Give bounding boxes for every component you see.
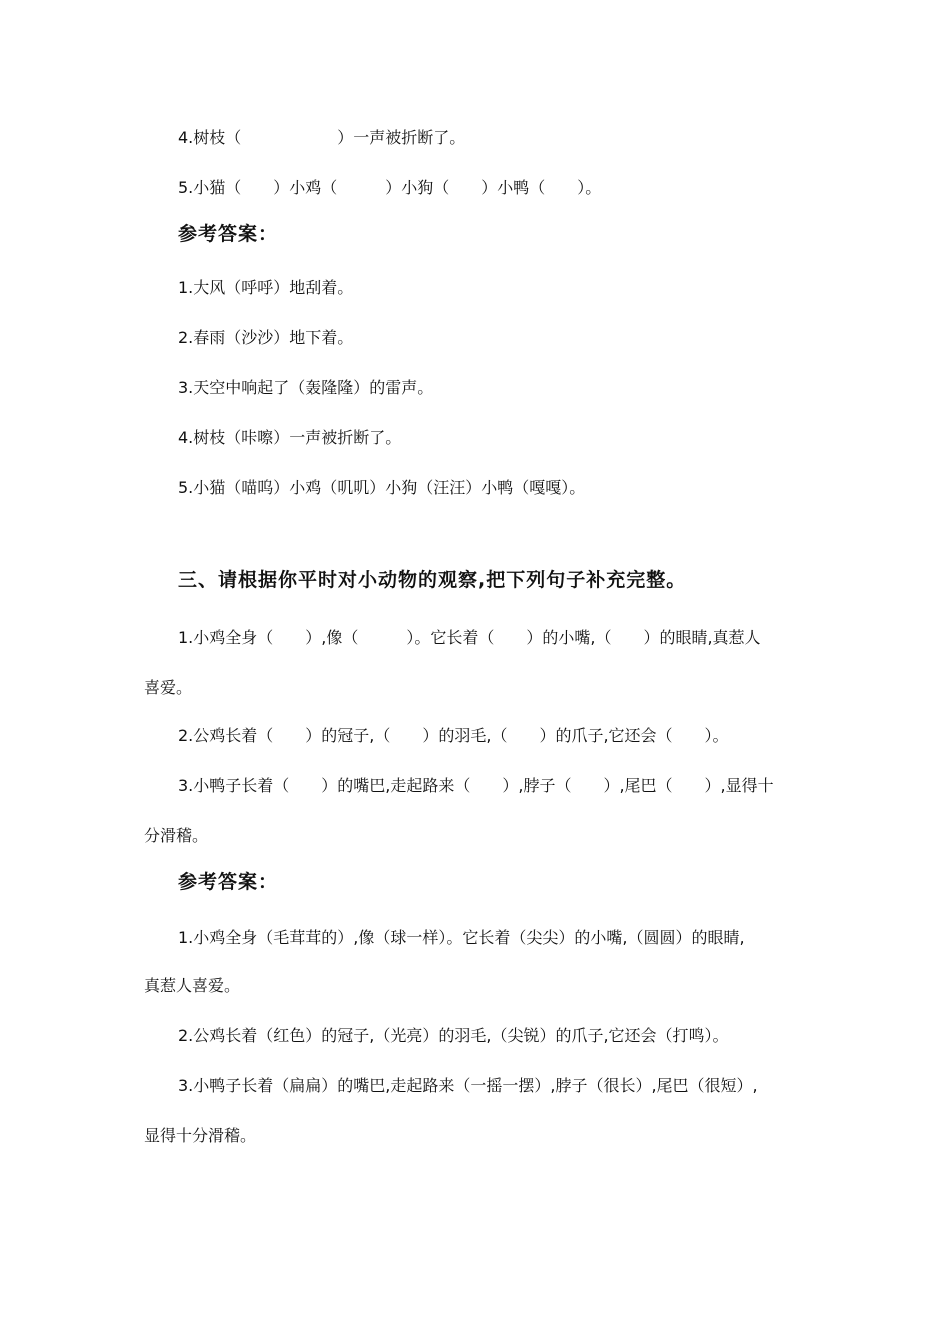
answer-2: 2.公鸡长着（红色）的冠子,（光亮）的羽毛,（尖锐）的爪子,它还会（打鸣）。: [178, 1026, 729, 1045]
answer-3: 3.天空中响起了（轰隆隆）的雷声。: [178, 378, 434, 397]
answer-2: 2.春雨（沙沙）地下着。: [178, 328, 354, 347]
question-1-line-1: 1.小鸡全身（ ）,像（ ）。它长着（ ）的小嘴,（ ）的眼睛,真惹人: [178, 628, 761, 647]
answer-1-line-1: 1.小鸡全身（毛茸茸的）,像（球一样）。它长着（尖尖）的小嘴,（圆圆）的眼睛,: [178, 928, 745, 947]
answer-3-line-2: 显得十分滑稽。: [144, 1126, 257, 1145]
section-title: 三、请根据你平时对小动物的观察,把下列句子补充完整。: [178, 569, 687, 591]
answer-1: 1.大风（呼呼）地刮着。: [178, 278, 354, 297]
answer-heading: 参考答案：: [178, 871, 279, 893]
question-3-line-2: 分滑稽。: [144, 826, 209, 845]
question-1-line-2: 喜爱。: [144, 678, 193, 697]
answer-3-line-1: 3.小鸭子长着（扁扁）的嘴巴,走起路来（一摇一摆）,脖子（很长）,尾巴（很短）,: [178, 1076, 758, 1095]
question-5: 5.小猫（ ）小鸡（ ）小狗（ ）小鸭（ ）。: [178, 178, 602, 197]
question-3-line-1: 3.小鸭子长着（ ）的嘴巴,走起路来（ ）,脖子（ ）,尾巴（ ）,显得十: [178, 776, 774, 795]
answer-1-line-2: 真惹人喜爱。: [144, 976, 241, 995]
answer-heading: 参考答案：: [178, 223, 279, 245]
answer-4: 4.树枝（咔嚓）一声被折断了。: [178, 428, 402, 447]
answer-5: 5.小猫（喵呜）小鸡（叽叽）小狗（汪汪）小鸭（嘎嘎）。: [178, 478, 586, 497]
question-2: 2.公鸡长着（ ）的冠子,（ ）的羽毛,（ ）的爪子,它还会（ ）。: [178, 726, 729, 745]
question-4: 4.树枝（ ）一声被折断了。: [178, 128, 466, 147]
